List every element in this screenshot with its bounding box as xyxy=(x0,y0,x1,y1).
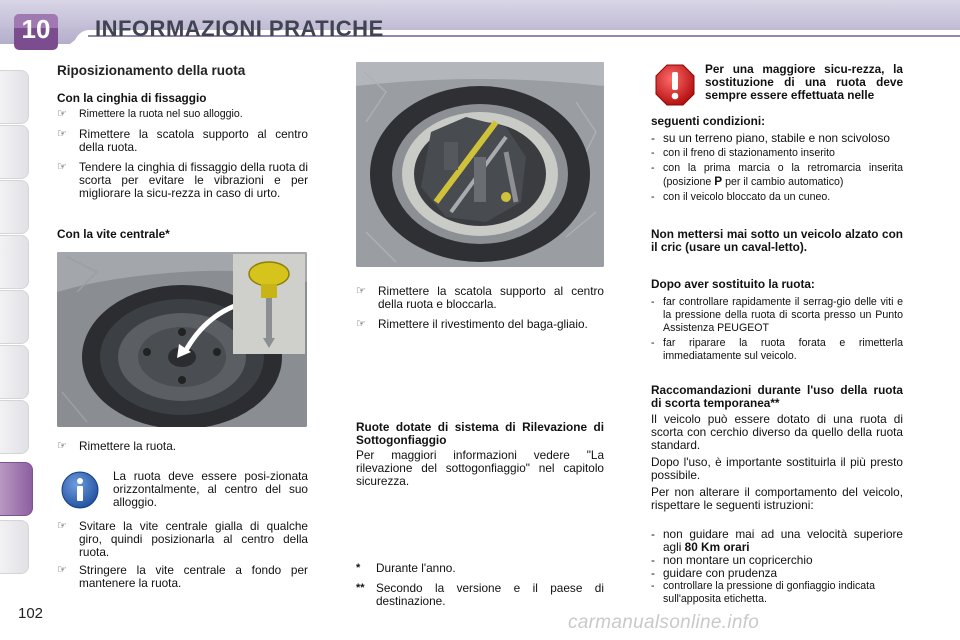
list-item: - guidare con prudenza xyxy=(651,566,778,580)
list-item: ☞ Stringere la vite centrale a fondo per mantenere la ruota. xyxy=(57,563,308,590)
temporary-wheel-text-2: Dopo l'uso, è importante sostituirla il più presto possibile. xyxy=(651,455,903,482)
warning-icon xyxy=(655,64,695,106)
list-item: ☞ Rimettere la scatola supporto al centro della ruota. xyxy=(57,127,308,154)
temporary-wheel-heading: Raccomandazioni durante l'uso della ruota di scorta temporanea** xyxy=(651,383,903,410)
chapter-tab-5[interactable] xyxy=(0,290,29,344)
refit-step xyxy=(57,440,308,453)
tpms-heading: Ruote dotate di sistema di Rilevazione di Sottogonfiaggio xyxy=(356,420,604,447)
after-change-heading: Dopo aver sostituito la ruota: xyxy=(651,277,815,291)
strap-heading: Con la cinghia di fissaggio xyxy=(57,91,207,105)
watermark: carmanualsonline.info xyxy=(568,612,760,633)
after-change-list xyxy=(651,296,903,363)
chapter-tab-4[interactable] xyxy=(0,235,29,289)
list-item: - non guidare mai ad una velocità superiore agli 80 Km orari xyxy=(651,527,903,554)
screw-steps xyxy=(57,520,308,590)
safety-conditions xyxy=(651,132,903,204)
list-item: - far riparare la ruota forata e rimetterla immediatamente sul veicolo. xyxy=(651,337,903,362)
list-item: - far controllare rapidamente il serrag-gio delle viti e la pressione della ruota di scorta presso un Punto Assistenza PEUGEOT xyxy=(651,296,903,334)
footnote: ** Secondo la versione e il paese di destinazione. xyxy=(356,581,604,608)
temporary-wheel-rules xyxy=(651,528,903,606)
list-item: - non montare un copricerchio xyxy=(651,553,813,567)
list-item: - con il veicolo bloccato da un cuneo. xyxy=(651,191,831,203)
list-item: - con la prima marcia o la retromarcia inserita (posizione P per il cambio automatico) xyxy=(651,162,903,188)
chapter-tab-3[interactable] xyxy=(0,180,29,234)
warning-lead: Per una maggiore sicu-rezza, la sostituzione di una ruota deve sempre essere effettuata nelle xyxy=(705,62,903,102)
strap-steps xyxy=(57,108,308,200)
never-under-car-warning: Non mettersi mai sotto un veicolo alzato con il cric (usare un caval-letto). xyxy=(651,227,903,254)
list-item: - su un terreno piano, stabile e non scivoloso xyxy=(651,131,890,145)
list-item: ☞ Rimettere la ruota nel suo alloggio. xyxy=(57,108,243,120)
chapter-tab-9[interactable] xyxy=(0,520,29,574)
footnotes xyxy=(356,562,604,608)
warning-tail: seguenti condizioni: xyxy=(651,114,766,128)
footnote: * Durante l'anno. xyxy=(356,561,456,575)
wheel-box-steps xyxy=(356,285,604,331)
temporary-wheel-text-3: Per non alterare il comportamento del veicolo, rispettare le seguenti istruzioni: xyxy=(651,485,903,512)
tpms-text: Per maggiori informazioni vedere "La rilevazione del sottogonfiaggio" nel capitolo sicurezza. xyxy=(356,448,604,488)
list-item: ☞ Rimettere il rivestimento del baga-gliaio. xyxy=(356,317,588,331)
list-item: ☞ Rimettere la scatola supporto al centro della ruota e bloccarla. xyxy=(356,284,604,311)
list-item: ☞ Tendere la cinghia di fissaggio della ruota di scorta per evitare le vibrazioni e per migliorare la sicu-rezza in caso di urto. xyxy=(57,160,308,200)
chapter-tab-1[interactable] xyxy=(0,70,29,124)
info-note: La ruota deve essere posi-zionata orizzontalmente, al centro del suo alloggio. xyxy=(113,469,308,509)
section-title: Riposizionamento della ruota xyxy=(57,63,246,78)
temporary-wheel-text-1: Il veicolo può essere dotato di una ruota di scorta con cerchio diverso da quello della ruota standard. xyxy=(651,412,903,452)
page-title: INFORMAZIONI PRATICHE xyxy=(95,16,384,41)
list-item: - con il freno di stazionamento inserito xyxy=(651,147,835,159)
chapter-tab-10-active[interactable] xyxy=(0,462,33,516)
list-item: - controllare la pressione di gonfiaggio indicata sull'apposita etichetta. xyxy=(651,580,876,605)
info-icon xyxy=(60,470,100,510)
page-number: 102 xyxy=(18,605,44,622)
chapter-tab-6[interactable] xyxy=(0,345,29,399)
chapter-tab-2[interactable] xyxy=(0,125,29,179)
chapter-number: 10 xyxy=(21,14,51,44)
chapter-tab-7[interactable] xyxy=(0,400,29,454)
central-screw-illustration xyxy=(57,252,307,427)
screw-heading: Con la vite centrale* xyxy=(57,227,170,241)
list-item: ☞ Rimettere la ruota. xyxy=(57,439,177,453)
list-item: ☞ Svitare la vite centrale gialla di qualche giro, quindi posizionarla al centro della ruota. xyxy=(57,519,308,559)
spare-wheel-toolbox-illustration xyxy=(356,62,604,267)
